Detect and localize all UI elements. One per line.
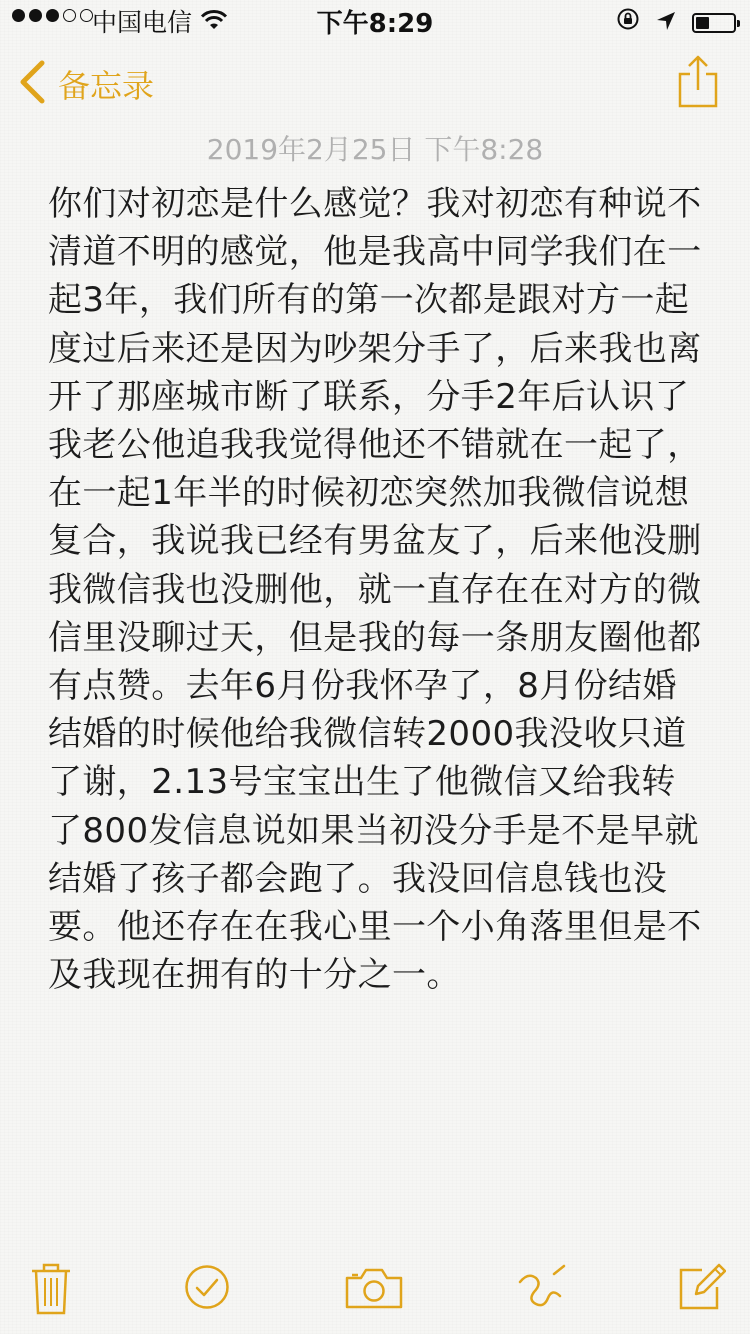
trash-icon: [30, 1301, 72, 1320]
navigation-bar: [0, 40, 750, 130]
location-arrow-icon: [656, 8, 676, 38]
carrier-name: 中国电信: [92, 8, 193, 37]
sketch-icon: [516, 1297, 566, 1316]
bottom-toolbar: [0, 1250, 750, 1334]
status-time: 下午8:29: [316, 9, 434, 39]
share-button[interactable]: [676, 54, 720, 114]
back-button[interactable]: [18, 60, 154, 108]
chevron-left-icon: [18, 60, 46, 108]
checklist-icon: [184, 1295, 230, 1314]
share-icon: [676, 95, 720, 114]
camera-button[interactable]: [344, 1266, 404, 1314]
compose-button[interactable]: [676, 1262, 726, 1316]
rotation-lock-icon: [616, 7, 640, 38]
delete-button[interactable]: [30, 1262, 72, 1320]
camera-icon: [344, 1295, 404, 1314]
battery-icon: [692, 13, 736, 33]
sketch-button[interactable]: [516, 1262, 566, 1316]
back-button-label: 备忘录: [58, 67, 155, 105]
checklist-button[interactable]: [184, 1264, 230, 1314]
compose-icon: [676, 1297, 726, 1316]
note-body-text[interactable]: 你们对初恋是什么感觉？我对初恋有种说不清道不明的感觉，他是我高中同学我们在一起3年，我们所有的第一次都是跟对方一起度过后来还是因为吵架分手了，后来我也离开了那座城市断了联系，分手2年后认识了我老公他追我我觉得他还不错就在一起了，在一起1年半的时候初恋突然加我微信说想复合，我说我已经有男盆友了，后来他没删我微信我也没删他，就一直存在在对方的微信里没聊过天，但是我的每一条朋友圈他都有点赞。去年6月份我怀孕了，8月份结婚结婚的时候他给我微信转2000我没收只道了谢，2.13号宝宝出生了他微信又给我转了800发信息说如果当初没分手是不是早就结婚了孩子都会跑了。我没回信息钱也没要。他还存在在我心里一个小角落里但是不及我现在拥有的十分之一。: [48, 184, 702, 996]
status-bar: [0, 0, 750, 40]
note-date: 2019年2月25日 下午8:28: [206, 133, 544, 166]
